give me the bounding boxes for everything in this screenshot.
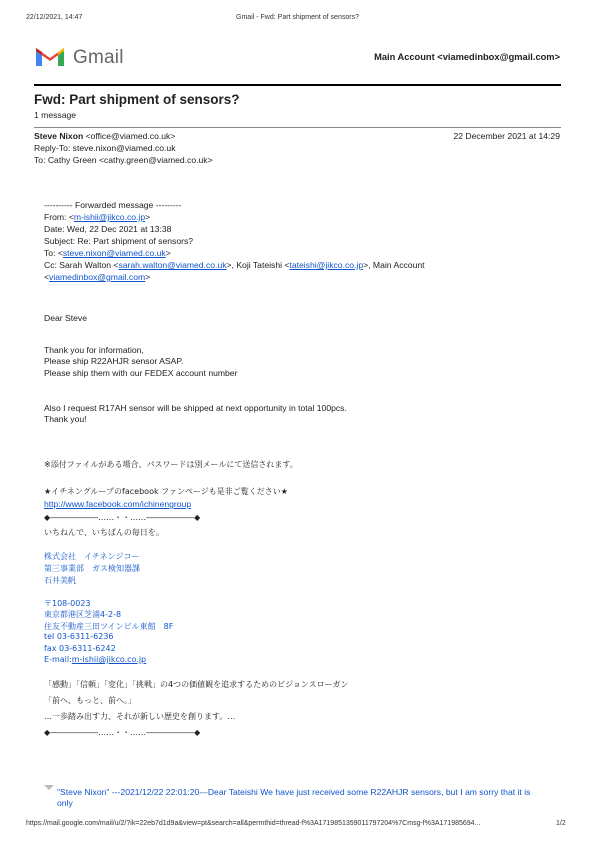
- print-url: https://mail.google.com/mail/u/2/?ik=22eb7d1d9a&view=pt&search=all&permthid=thread-f%3A1719851359011797204%7Cmsg-f%3A171985694...: [26, 820, 481, 827]
- forwarded-date: Date: Wed, 22 Dec 2021 at 13:38: [44, 224, 172, 234]
- to-email-link[interactable]: steve.nixon@viamed.co.uk: [62, 248, 166, 258]
- facebook-link[interactable]: http://www.facebook.com/ichinengroup: [44, 499, 192, 509]
- message-date: 22 December 2021 at 14:29: [453, 131, 560, 141]
- motto: いちねんで、いちばんの毎日を。: [44, 528, 164, 537]
- signature-divider-2: ◆――――――……・・……――――――◆: [44, 728, 201, 737]
- department: 第三事業部 ガス検知器課: [44, 564, 140, 573]
- address-line-1: 東京都港区芝浦4-2-8: [44, 610, 122, 619]
- person-name: 石井美帆: [44, 576, 76, 585]
- header-divider: [34, 84, 561, 86]
- attachment-notice: ※添付ファイルがある場合、パスワードは別メールにて送信されます。: [44, 460, 298, 469]
- print-page-number: 1/2: [556, 820, 566, 827]
- forwarded-cc-cont: <viamedinbox@gmail.com>: [44, 272, 151, 282]
- slogan-2: 「前へ、もっと、前へ。」: [44, 696, 136, 705]
- cc-email-link-2[interactable]: tateishi@jikco.co.jp: [289, 260, 364, 270]
- cc-email-link-3[interactable]: viamedinbox@gmail.com: [49, 272, 146, 282]
- sender-line: [34, 131, 175, 141]
- greeting: Dear Steve: [44, 313, 87, 323]
- quoted-preview[interactable]: "Steve Nixon" ---2021/12/22 22:01:20---Dear Tateishi We have just received some R22AHJR sensors, but I am sorry that it is only: [57, 787, 531, 808]
- signature-email: E-mail:m-ishii@jikco.co.jp: [44, 655, 147, 664]
- body-line-5: Thank you!: [44, 414, 87, 424]
- signature-email-link[interactable]: m-ishii@jikco.co.jp: [71, 655, 147, 664]
- cc-email-link-1[interactable]: sarah.walton@viamed.co.uk: [118, 260, 227, 270]
- email-subject: Fwd: Part shipment of sensors?: [34, 92, 240, 107]
- tel: tel 03-6311-6236: [44, 632, 114, 641]
- body-line-1: Thank you for information,: [44, 345, 144, 355]
- account-label: Main Account <viamedinbox@gmail.com>: [374, 52, 560, 62]
- gmail-logo: [34, 44, 66, 70]
- slogan-1: 「感動」「信頼」「変化」「挑戦」の4つの価値観を追求するためのビジョンスローガン: [44, 680, 349, 689]
- forwarded-from: From: <m-ishii@jikco.co.jp>: [44, 212, 151, 222]
- sender-name: Steve Nixon: [34, 131, 84, 141]
- gmail-envelope-icon: [34, 44, 66, 68]
- body-line-2: Please ship R22AHJR sensor ASAP.: [44, 356, 184, 366]
- forwarded-cc: Cc: Sarah Walton <sarah.walton@viamed.co.uk>, Koji Tateishi <tateishi@jikco.co.jp>, Main Account: [44, 260, 425, 270]
- expand-triangle-icon[interactable]: [44, 785, 54, 790]
- print-datetime: 22/12/2021, 14:47: [26, 14, 83, 21]
- signature-divider-1: ◆――――――……・・……――――――◆: [44, 513, 201, 522]
- forwarded-marker: ---------- Forwarded message ---------: [44, 200, 182, 210]
- reply-to: Reply-To: steve.nixon@viamed.co.uk: [34, 143, 176, 153]
- facebook-line: ★イチネングループのfacebook ファンページも是非ご覧ください★: [44, 487, 288, 496]
- company-name: 株式会社 イチネンジコー: [44, 552, 140, 561]
- postal-code: 〒108-0023: [44, 599, 91, 608]
- slogan-3: …一歩踏み出す力、それが新しい歴史を創ります。…: [44, 712, 236, 721]
- body-line-3: Please ship them with our FEDEX account number: [44, 368, 238, 378]
- print-page-title: Gmail - Fwd: Part shipment of sensors?: [236, 14, 359, 21]
- sender-email: <office@viamed.co.uk>: [83, 131, 176, 141]
- from-email-link[interactable]: m-ishii@jikco.co.jp: [73, 212, 146, 222]
- subject-divider: [34, 127, 561, 128]
- forwarded-subject: Subject: Re: Part shipment of sensors?: [44, 236, 194, 246]
- forwarded-to: To: <steve.nixon@viamed.co.uk>: [44, 248, 171, 258]
- message-count: 1 message: [34, 110, 77, 120]
- body-line-4: Also I request R17AH sensor will be shipped at next opportunity in total 100pcs.: [44, 403, 347, 413]
- recipient: To: Cathy Green <cathy.green@viamed.co.uk>: [34, 155, 213, 165]
- fax: fax 03-6311-6242: [44, 644, 116, 653]
- address-line-2: 住友不動産三田ツインビル東館 8F: [44, 622, 174, 631]
- gmail-wordmark: Gmail: [73, 47, 124, 68]
